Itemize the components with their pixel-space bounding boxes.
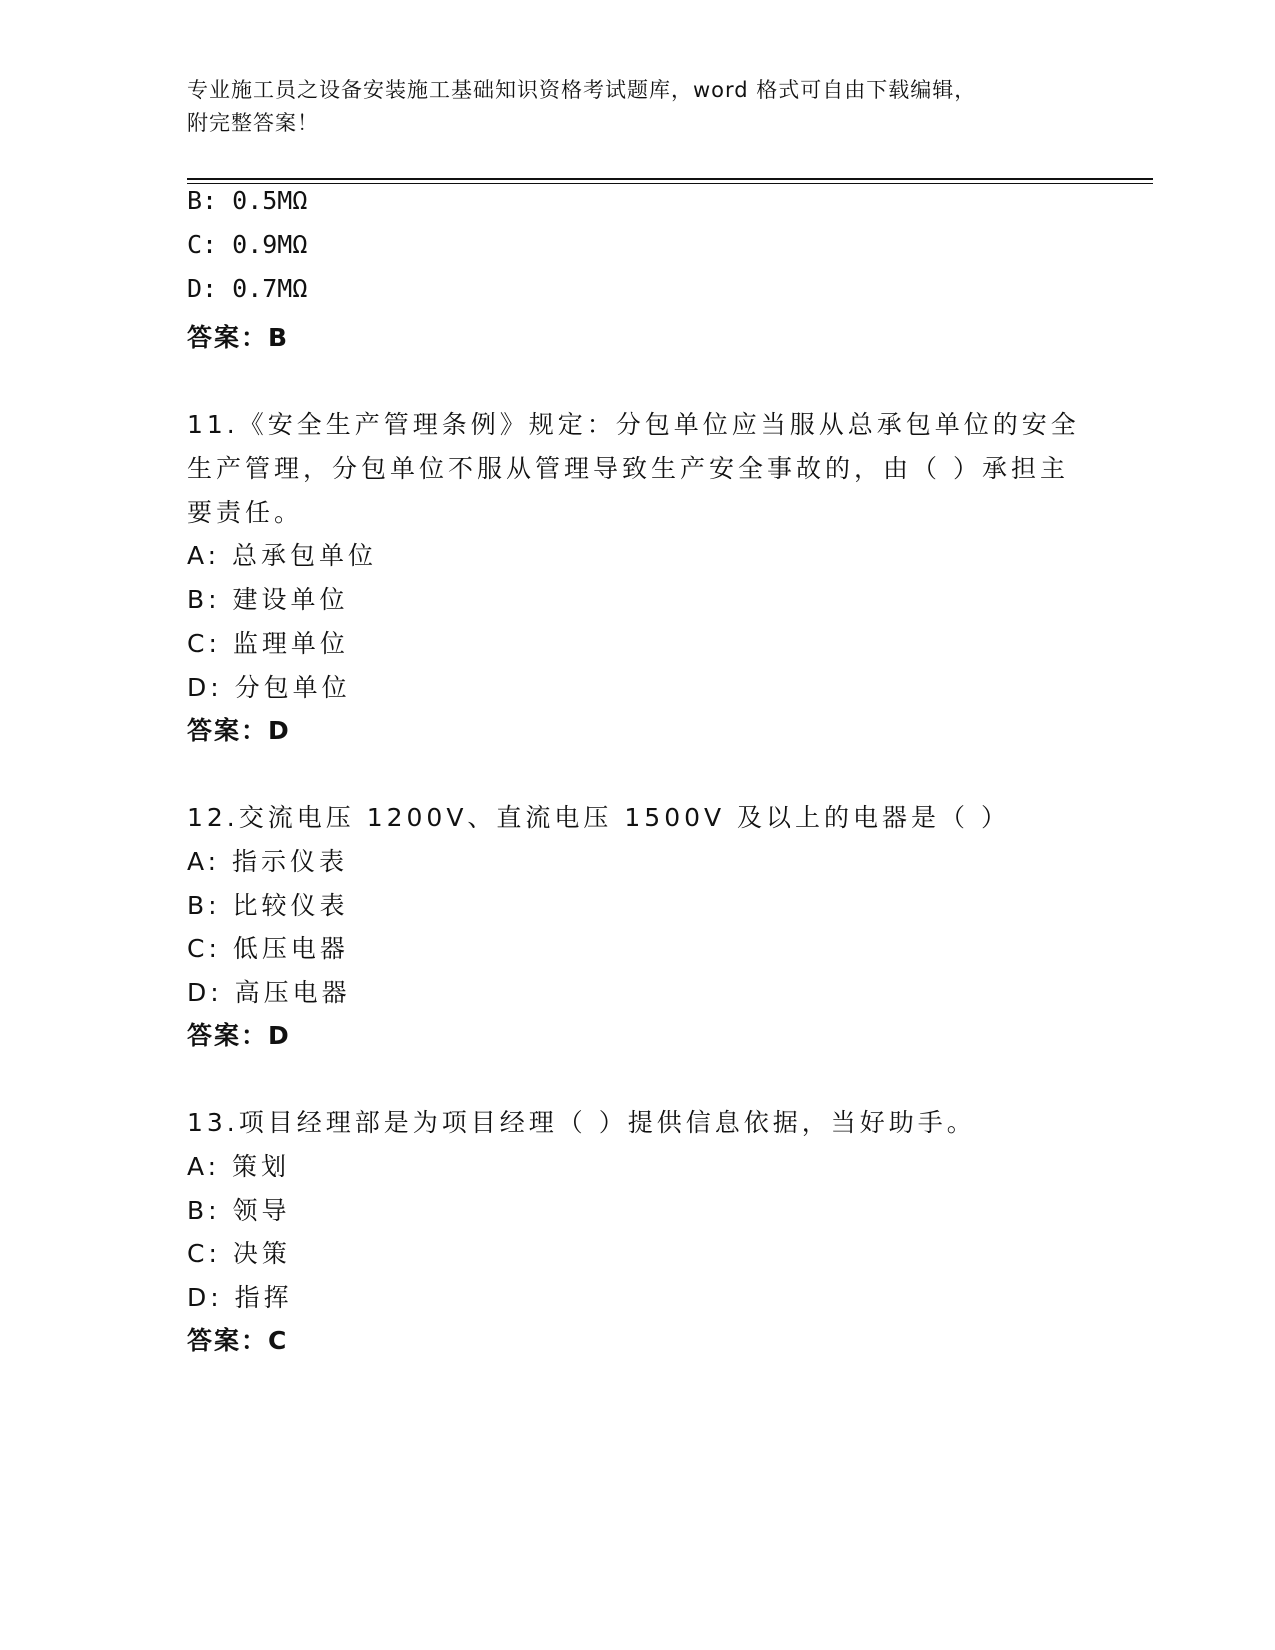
page-header <box>187 74 1067 140</box>
question-12-option-c: C: 低压电器 <box>187 934 349 963</box>
question-12-option-d: D: 高压电器 <box>187 978 351 1007</box>
header-divider <box>187 178 1153 184</box>
question-13-option-c: C: 决策 <box>187 1239 291 1268</box>
option-c: C: 0.9MΩ <box>187 230 308 259</box>
question-12-text: 12.交流电压 1200V、直流电压 1500V 及以上的电器是（ ） <box>187 803 1010 832</box>
answer: 答案：B <box>187 323 290 352</box>
question-13-text: 13.项目经理部是为项目经理（ ）提供信息依据，当好助手。 <box>187 1108 976 1137</box>
question-11-option-a: A: 总承包单位 <box>187 541 378 570</box>
question-11-option-b: B: 建设单位 <box>187 585 349 614</box>
question-11-option-d: D: 分包单位 <box>187 673 351 702</box>
question-13-option-d: D: 指挥 <box>187 1283 293 1312</box>
question-13-answer: 答案：C <box>187 1326 289 1355</box>
header-line-1: 专业施工员之设备安装施工基础知识资格考试题库，word 格式可自由下载编辑， <box>187 78 977 102</box>
option-d: D: 0.7MΩ <box>187 274 308 303</box>
header-line-2: 附完整答案！ <box>187 111 319 135</box>
question-13-option-b: B: 领导 <box>187 1196 291 1225</box>
question-11-text-line-2: 生产管理，分包单位不服从管理导致生产安全事故的，由（ ）承担主 <box>187 454 1069 483</box>
question-11-text-line-1: 11.《安全生产管理条例》规定：分包单位应当服从总承包单位的安全 <box>187 410 1080 439</box>
question-12-option-a: A: 指示仪表 <box>187 847 349 876</box>
question-12-answer: 答案：D <box>187 1021 291 1050</box>
question-11-answer: 答案：D <box>187 716 291 745</box>
question-12-option-b: B: 比较仪表 <box>187 891 349 920</box>
question-11-option-c: C: 监理单位 <box>187 629 349 658</box>
option-b: B: 0.5MΩ <box>187 186 308 215</box>
question-11-text-line-3: 要责任。 <box>187 498 304 527</box>
question-13-option-a: A: 策划 <box>187 1152 291 1181</box>
